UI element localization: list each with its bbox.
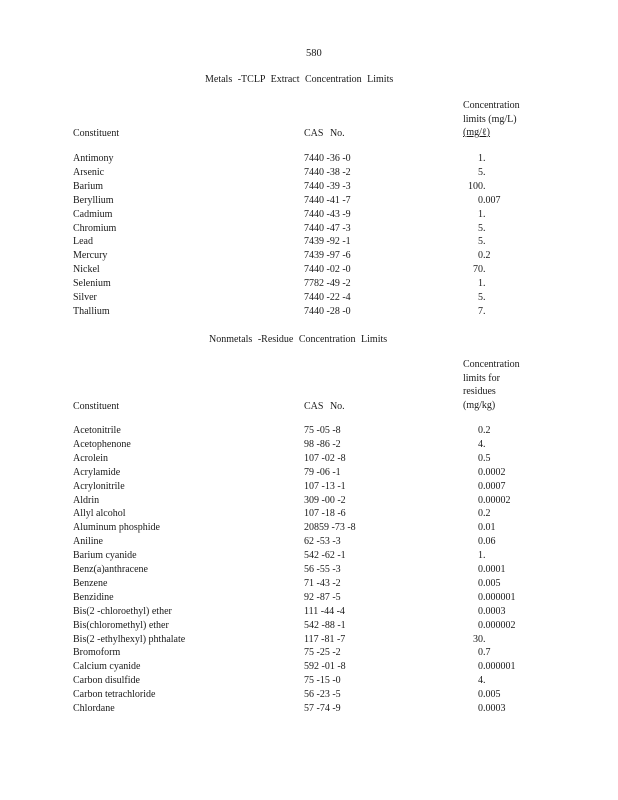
- limit-value-cell: 0.00002: [478, 494, 511, 506]
- cas-number-cell: 56 -55 -3: [304, 564, 341, 575]
- limit-value-cell: 0.0001: [478, 564, 506, 575]
- table-row: [0, 535, 618, 549]
- constituent-cell: Bis(2 -chloroethyl) ether: [73, 605, 172, 617]
- constituent-cell: Bis(2 -ethylhexyl) phthalate: [73, 633, 186, 645]
- limit-value-cell: 0.0002: [478, 466, 506, 478]
- limit-value-cell: 30.: [473, 633, 486, 645]
- limit-value-cell: 5.: [478, 166, 486, 178]
- cas-number-cell: 107 -13 -1: [304, 480, 346, 492]
- table-row: [0, 263, 618, 277]
- constituent-cell: Aldrin: [73, 494, 100, 506]
- constituent-cell: Arsenic: [73, 166, 105, 178]
- constituent-cell: Carbon tetrachloride: [73, 689, 156, 701]
- cas-number-cell: 7782 -49 -2: [304, 278, 351, 290]
- constituent-cell: Lead: [73, 236, 93, 248]
- nonmetals-cas-header: CAS No.: [304, 401, 345, 412]
- limit-value-cell: 4.: [478, 438, 486, 450]
- cas-number-cell: 107 -18 -6: [304, 508, 346, 520]
- table-row: [0, 494, 618, 508]
- table-row: [0, 646, 618, 660]
- limit-value-cell: 0.2: [478, 508, 491, 520]
- constituent-cell: Chromium: [73, 222, 117, 234]
- table-row: [0, 702, 618, 716]
- cas-number-cell: 75 -05 -8: [304, 425, 341, 436]
- constituent-cell: Thallium: [73, 305, 110, 317]
- limit-value-cell: 1.: [478, 278, 486, 290]
- constituent-cell: Cadmium: [73, 208, 113, 220]
- cas-number-cell: 7440 -39 -3: [304, 180, 351, 192]
- limit-value-cell: 100.: [468, 180, 486, 192]
- table-row: [0, 194, 618, 208]
- metals-limit-header: [463, 99, 520, 140]
- table-row: [0, 660, 618, 674]
- metals-limit-header-line: Concentration: [463, 100, 520, 111]
- constituent-cell: Acetonitrile: [73, 425, 121, 436]
- table-row: [0, 674, 618, 688]
- constituent-cell: Silver: [73, 292, 97, 303]
- cas-number-cell: 7440 -41 -7: [304, 194, 351, 206]
- cas-number-cell: 7440 -28 -0: [304, 305, 351, 317]
- table-row: [0, 633, 618, 647]
- constituent-cell: Nickel: [73, 264, 100, 276]
- cas-number-cell: 75 -15 -0: [304, 675, 341, 687]
- constituent-cell: Beryllium: [73, 194, 114, 206]
- table-row: [0, 166, 618, 180]
- table-row: [0, 480, 618, 494]
- cas-number-cell: 7440 -47 -3: [304, 222, 351, 234]
- cas-number-cell: 7440 -22 -4: [304, 292, 351, 303]
- limit-value-cell: 0.0003: [478, 605, 506, 617]
- cas-number-cell: 7440 -38 -2: [304, 166, 351, 178]
- table-row: [0, 235, 618, 249]
- cas-number-cell: 57 -74 -9: [304, 703, 341, 714]
- constituent-cell: Mercury: [73, 250, 108, 262]
- limit-value-cell: 0.000001: [478, 591, 516, 603]
- constituent-cell: Benzene: [73, 577, 108, 589]
- limit-value-cell: 0.000001: [478, 661, 516, 673]
- metals-section-title: Metals -TCLP Extract Concentration Limits: [205, 74, 394, 85]
- table-row: [0, 452, 618, 466]
- constituent-cell: Benz(a)anthracene: [73, 564, 148, 575]
- table-row: [0, 152, 618, 166]
- metals-constituent-header: Constituent: [73, 128, 120, 139]
- table-row: [0, 619, 618, 633]
- limit-value-cell: 4.: [478, 675, 486, 687]
- table-row: [0, 688, 618, 702]
- constituent-cell: Calcium cyanide: [73, 661, 141, 673]
- constituent-cell: Barium: [73, 180, 103, 192]
- limit-value-cell: 0.01: [478, 522, 496, 534]
- cas-number-cell: 98 -86 -2: [304, 438, 341, 450]
- cas-number-cell: 7440 -02 -0: [304, 264, 351, 276]
- table-row: [0, 577, 618, 591]
- cas-number-cell: 542 -62 -1: [304, 550, 346, 562]
- constituent-cell: Selenium: [73, 278, 111, 290]
- cas-number-cell: 117 -81 -7: [304, 633, 346, 645]
- cas-number-cell: 592 -01 -8: [304, 661, 346, 673]
- limit-value-cell: 0.7: [478, 647, 491, 659]
- nonmetals-section-title: Nonmetals -Residue Concentration Limits: [209, 334, 388, 345]
- metals-limit-header-line: (mg/ℓ): [463, 127, 491, 138]
- limit-value-cell: 0.2: [478, 425, 491, 436]
- limit-value-cell: 0.5: [478, 452, 491, 464]
- constituent-cell: Benzidine: [73, 591, 114, 603]
- cas-number-cell: 7440 -36 -0: [304, 153, 351, 164]
- table-row: [0, 549, 618, 563]
- cas-number-cell: 542 -88 -1: [304, 619, 346, 631]
- table-row: [0, 466, 618, 480]
- limit-value-cell: 0.2: [478, 250, 491, 262]
- page-number: 580: [306, 48, 322, 59]
- constituent-cell: Aluminum phosphide: [73, 522, 160, 534]
- nonmetals-limit-header-line: Concentration: [463, 359, 520, 370]
- table-row: [0, 563, 618, 577]
- constituent-cell: Acetophenone: [73, 438, 131, 450]
- cas-number-cell: 7439 -97 -6: [304, 250, 351, 262]
- constituent-cell: Chlordane: [73, 703, 115, 714]
- limit-value-cell: 0.005: [478, 689, 501, 701]
- limit-value-cell: 1.: [478, 208, 486, 220]
- limit-value-cell: 1.: [478, 550, 486, 562]
- cas-number-cell: 309 -00 -2: [304, 494, 346, 506]
- cas-number-cell: 79 -06 -1: [304, 466, 341, 478]
- cas-number-cell: 111 -44 -4: [304, 605, 345, 617]
- constituent-cell: Antimony: [73, 153, 114, 164]
- cas-number-cell: 92 -87 -5: [304, 591, 341, 603]
- table-row: [0, 208, 618, 222]
- constituent-cell: Acrolein: [73, 452, 108, 464]
- nonmetals-limit-header-line: (mg/kg): [463, 399, 496, 411]
- nonmetals-constituent-header: Constituent: [73, 401, 120, 412]
- limit-value-cell: 5.: [478, 292, 486, 303]
- table-row: [0, 277, 618, 291]
- cas-number-cell: 75 -25 -2: [304, 647, 341, 659]
- table-row: [0, 305, 618, 319]
- metals-cas-header: CAS No.: [304, 128, 345, 139]
- limit-value-cell: 0.0003: [478, 703, 506, 714]
- metals-limit-header-line: limits (mg/L): [463, 113, 517, 125]
- nonmetals-limit-header-line: limits for: [463, 372, 500, 384]
- table-row: [0, 424, 618, 438]
- constituent-cell: Aniline: [73, 536, 103, 548]
- constituent-cell: Bromoform: [73, 647, 121, 659]
- constituent-cell: Allyl alcohol: [73, 508, 126, 520]
- limit-value-cell: 0.06: [478, 536, 496, 548]
- table-row: [0, 591, 618, 605]
- cas-number-cell: 107 -02 -8: [304, 452, 346, 464]
- nonmetals-limit-header-line: residues: [463, 386, 496, 397]
- table-row: [0, 249, 618, 263]
- constituent-cell: Bis(chloromethyl) ether: [73, 619, 169, 631]
- limit-value-cell: 70.: [473, 264, 486, 276]
- cas-number-cell: 62 -53 -3: [304, 536, 341, 548]
- table-row: [0, 507, 618, 521]
- table-row: [0, 521, 618, 535]
- limit-value-cell: 7.: [478, 305, 486, 317]
- limit-value-cell: 0.005: [478, 577, 501, 589]
- constituent-cell: Carbon disulfide: [73, 675, 140, 687]
- table-row: [0, 222, 618, 236]
- limit-value-cell: 1.: [478, 153, 486, 164]
- limit-value-cell: 0.000002: [478, 619, 516, 631]
- cas-number-cell: 7439 -92 -1: [304, 236, 351, 248]
- cas-number-cell: 71 -43 -2: [304, 577, 341, 589]
- constituent-cell: Acrylamide: [73, 466, 121, 478]
- limit-value-cell: 5.: [478, 236, 486, 248]
- limit-value-cell: 0.0007: [478, 480, 506, 492]
- constituent-cell: Barium cyanide: [73, 550, 137, 562]
- cas-number-cell: 56 -23 -5: [304, 689, 341, 701]
- limit-value-cell: 5.: [478, 222, 486, 234]
- table-row: [0, 180, 618, 194]
- constituent-cell: Acrylonitrile: [73, 480, 125, 492]
- limit-value-cell: 0.007: [478, 194, 501, 206]
- cas-number-cell: 7440 -43 -9: [304, 208, 351, 220]
- cas-number-cell: 20859 -73 -8: [304, 522, 356, 534]
- table-row: [0, 605, 618, 619]
- nonmetals-limit-header: [463, 358, 520, 412]
- table-row: [0, 291, 618, 305]
- table-row: [0, 438, 618, 452]
